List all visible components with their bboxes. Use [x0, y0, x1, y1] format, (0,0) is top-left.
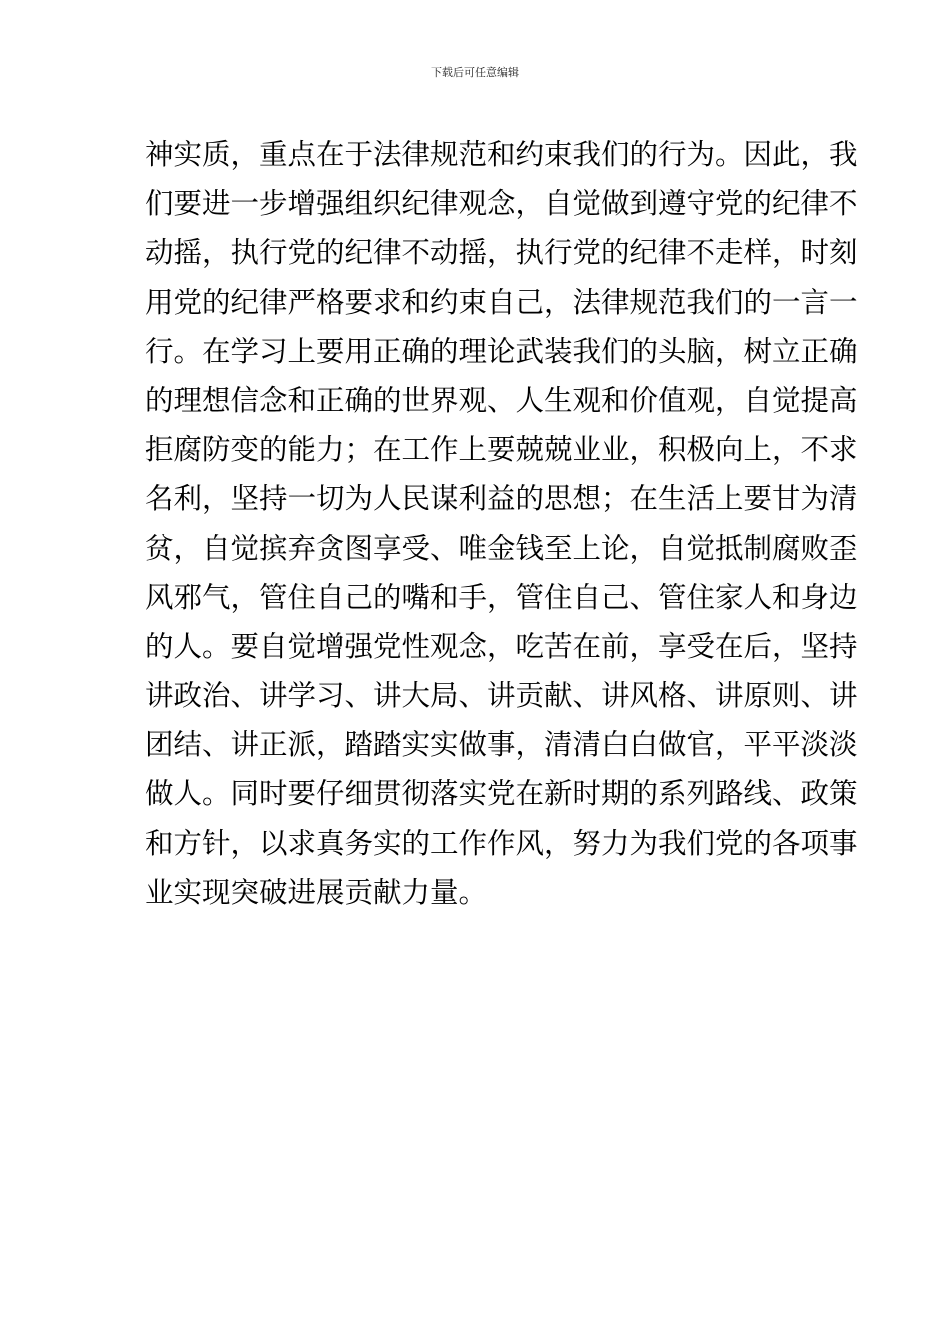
text-line: 拒腐防变的能力；在工作上要兢兢业业，积极向上，不求 — [145, 433, 858, 467]
text-line: 神实质，重点在于法律规范和约束我们的行为。因此，我 — [145, 138, 858, 171]
text-line: 的人。要自觉增强党性观念，吃苦在前，享受在后，坚持 — [145, 629, 858, 663]
text-line: 业实现突破进展贡献力量。 — [145, 875, 488, 909]
text-line: 名利，坚持一切为人民谋利益的思想；在生活上要甘为清 — [145, 482, 858, 516]
text-line: 用党的纪律严格要求和约束自己，法律规范我们的一言一 — [145, 285, 858, 319]
text-line: 们要进一步增强组织纪律观念，自觉做到遵守党的纪律不 — [145, 187, 858, 221]
text-line: 和方针，以求真务实的工作作风，努力为我们党的各项事 — [145, 826, 858, 860]
text-line: 的理想信念和正确的世界观、人生观和价值观，自觉提高 — [145, 383, 858, 417]
text-line: 动摇，执行党的纪律不动摇，执行党的纪律不走样，时刻 — [145, 236, 858, 270]
page-header-note: 下载后可任意编辑 — [431, 66, 519, 79]
text-line: 团结、讲正派，踏踏实实做事，清清白白做官，平平淡淡 — [145, 728, 858, 762]
text-line: 行。在学习上要用正确的理论武装我们的头脑，树立正确 — [145, 334, 858, 368]
text-line: 贫，自觉摈弃贪图享受、唯金钱至上论，自觉抵制腐败歪 — [145, 531, 858, 565]
text-line: 做人。同时要仔细贯彻落实党在新时期的系列路线、政策 — [145, 777, 858, 811]
text-line: 风邪气，管住自己的嘴和手，管住自己、管住家人和身边 — [145, 580, 858, 614]
text-line: 讲政治、讲学习、讲大局、讲贡献、讲风格、讲原则、讲 — [145, 679, 858, 713]
body-paragraph — [145, 130, 858, 917]
